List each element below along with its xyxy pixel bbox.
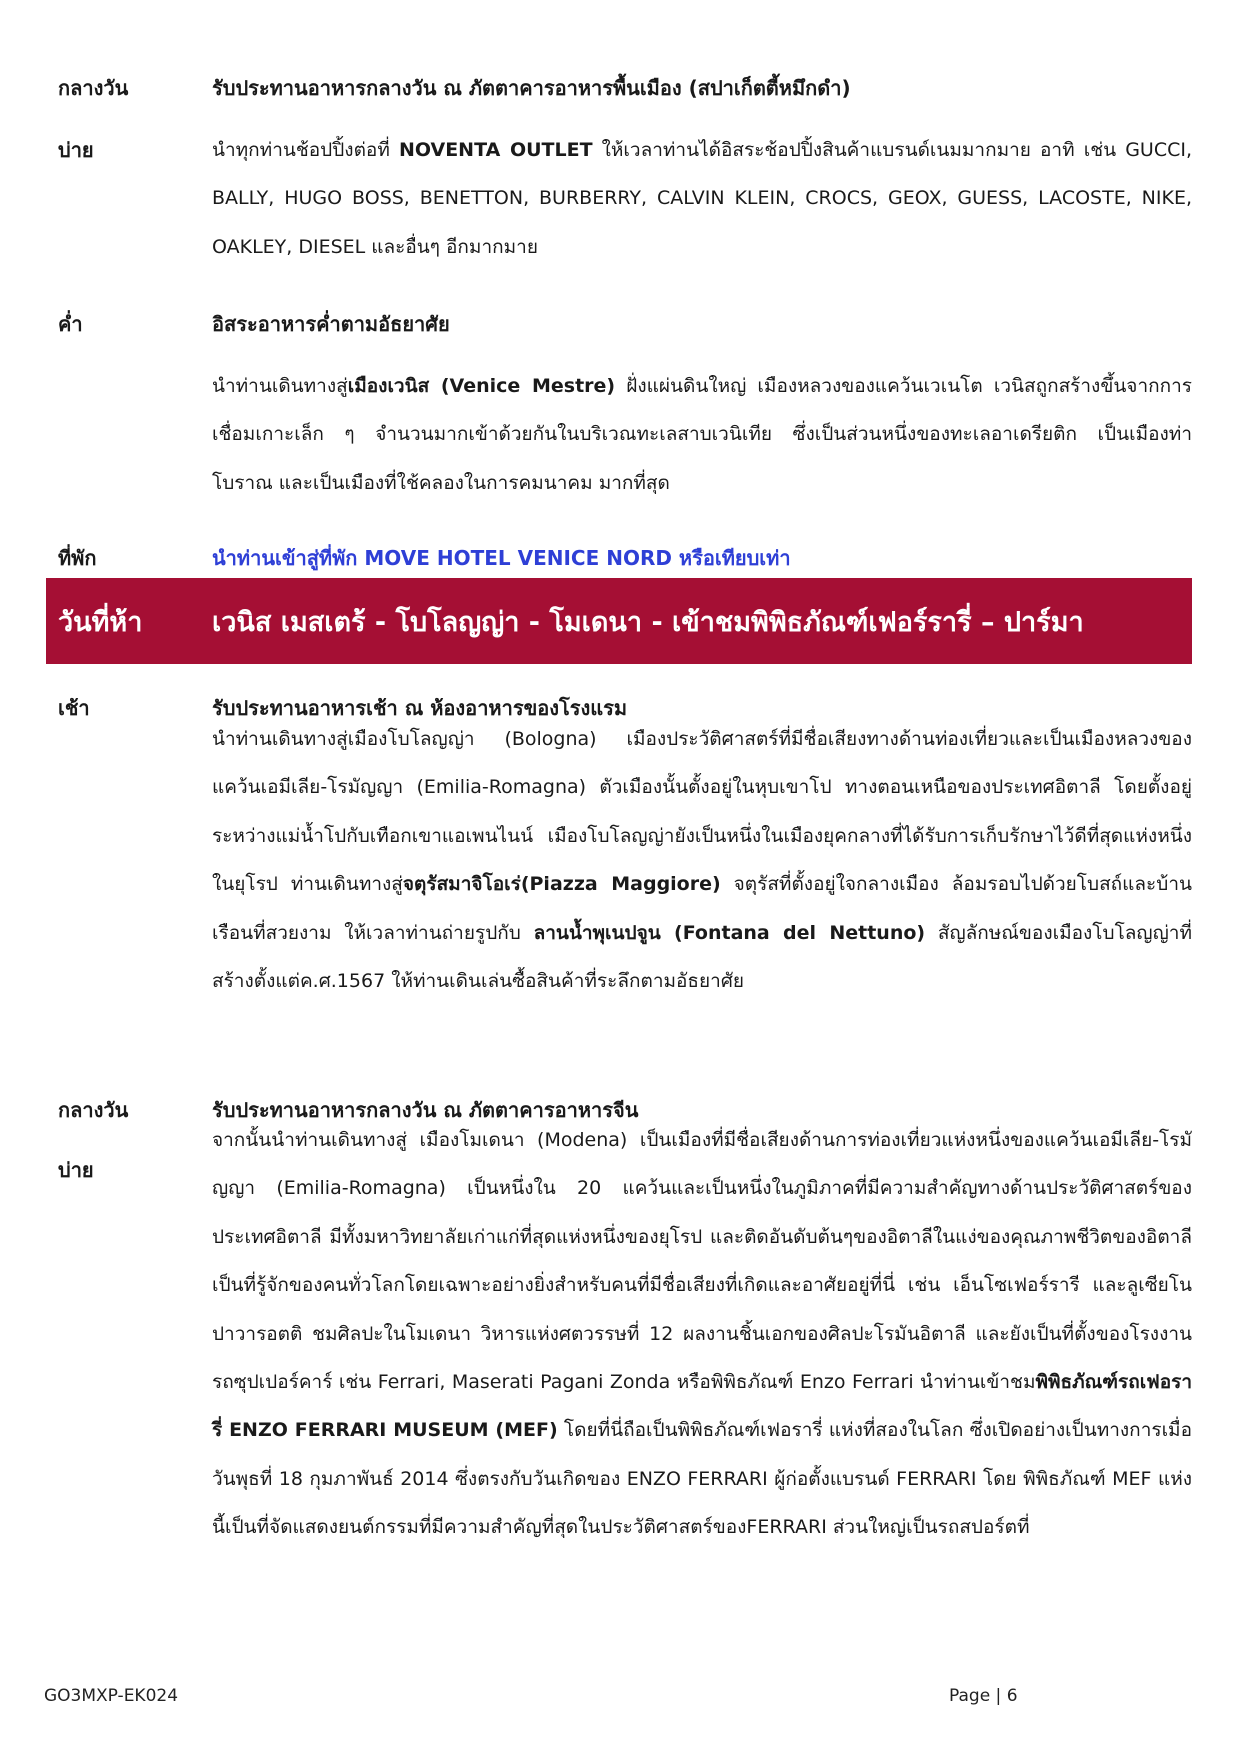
lunch-heading-2: รับประทานอาหารกลางวัน ณ ภัตตาคารอาหารจีน <box>212 1098 639 1122</box>
text-run: ฝั่งแผ่นดินใหญ่ เมืองหลวงของแคว้นเวเนโต เวนิสถูกสร้างขึ้นจากการเชื่อมเกาะเล็ก ๆ จำนวนมากเข้าด้วยกันในบริเวณทะเลสาบเวนิเทีย ซึ่งเป็นส่วนหนึ่งของทะเลอาเดรียติก เป็นเมืองท่าโบราณ และเป็นเมืองที่ใช้คลองในการคมนาคม มากที่สุด <box>212 375 1192 494</box>
banner-title: เวนิส เมสเตร้ - โบโลญญ่า - โมเดนา - เข้าชมพิพิธภัณฑ์เฟอร์รารี่ – ปาร์มา <box>212 606 1084 638</box>
text-run: จากนั้นนำท่านเดินทางสู่ เมืองโมเดนา (Modena) เป็นเมืองที่มีชื่อเสียงด้านการท่องเที่ยวแห่งหนึ่งของแคว้นเอมีเลีย-โรมัญญา (Emilia-Romagna) เป็นหนึ่งใน 20 แคว้นและเป็นหนึ่งในภูมิภาคที่มีความสำคัญทางด้านประวัติศาสตร์ของประเทศอิตาลี มีทั้งมหาวิทยาลัยเก่าแก่ที่สุดแห่งหนึ่งของยุโรป และติดอันดับต้นๆของอิตาลีในแง่ของคุณภาพชีวิตของอิตาลี เป็นที่รู้จักของคนทั่วโลกโดยเฉพาะอย่างยิ่งสำหรับคนที่มีชื่อเสียงที่เกิดและอาศัยอยู่ที่นี่ เช่น เอ็นโซเฟอร์รารี และลูเซียโน ปาวารอตติ ชมศิลปะในโมเดนา วิหารแห่งศตวรรษที่ 12 ผลงานชิ้นเอกของศิลปะโรมันอิตาลี และยังเป็นที่ตั้งของโรงงานรถซุปเปอร์คาร์ เช่น Ferrari, Maserati Pagani Zonda หรือพิพิธภัณฑ์ Enzo Ferrari นำท่านเข้าชม <box>212 1129 1192 1394</box>
dinner-heading-1: อิสระอาหารค่ำตามอัธยาศัย <box>212 312 450 336</box>
label-dinner-1: ค่ำ <box>58 312 83 336</box>
text-run: ให้เวลาท่านได้อิสระช้อปปิ้งสินค้าแบรนด์เนมมากมาย อาทิ เช่น GUCCI, BALLY, HUGO BOSS, BENETTON, BURBERRY, CALVIN KLEIN, CROCS, GEOX, GUESS, LACOSTE, NIKE, OAKLEY, DIESEL และอื่นๆ อีกมากมาย <box>212 139 1192 258</box>
day-banner <box>46 578 1192 664</box>
label-afternoon-2: บ่าย <box>58 1158 94 1182</box>
bold-phrase: จตุรัสมาจิโอเร่(Piazza Maggiore) <box>402 873 721 896</box>
bold-phrase: พิพิธภัณฑ์รถเฟอรารี่ ENZO FERRARI MUSEUM (MEF) <box>212 1371 1192 1442</box>
page-number: Page | 6 <box>949 1686 1018 1706</box>
label-afternoon-1: บ่าย <box>58 138 94 162</box>
lunch-heading-1: รับประทานอาหารกลางวัน ณ ภัตตาคารอาหารพื้นเมือง (สปาเก็ตตี้หมึกดำ) <box>212 76 851 100</box>
text-run: โดยที่นี่ถือเป็นพิพิธภัณฑ์เฟอรารี่ แห่งที่สองในโลก ซึ่งเปิดอย่างเป็นทางการเมื่อวันพุธที่ 18 กุมภาพันธ์ 2014 ซึ่งตรงกับวันเกิดของ ENZO FERRARI ผู้ก่อตั้งแบรนด์ FERRARI โดย พิพิธภัณฑ์ MEF แห่งนี้เป็นที่จัดแสดงยนต์กรรมที่มีความสำคัญที่สุดในประวัติศาสตร์ของFERRARI ส่วนใหญ่เป็นรถสปอร์ตที่ <box>212 1419 1192 1539</box>
afternoon-paragraph-2 <box>212 1116 1192 1552</box>
doc-code: GO3MXP-EK024 <box>44 1686 179 1706</box>
morning-paragraph <box>212 715 1192 1005</box>
bold-phrase: ลานน้ำพุเนปจูน (Fontana del Nettuno) <box>533 921 926 944</box>
text-run: นำท่านเดินทางสู่เมืองโบโลญญ่า (Bologna) เมืองประวัติศาสตร์ที่มีชื่อเสียงทางด้านท่องเที่ยวและเป็นเมืองหลวงของแคว้นเอมีเลีย-โรมัญญา (Emilia-Romagna) ตัวเมืองนั้นตั้งอยู่ในหุบเขาโป ทางตอนเหนือของประเทศอิตาลี โดยตั้งอยู่ระหว่างแม่น้ำโปกับเทือกเขาแอเพนไนน์ เมืองโบโลญญ่ายังเป็นหนึ่งในเมืองยุคกลางที่ได้รับการเก็บรักษาไว้ดีที่สุดแห่งหนึ่งในยุโรป ท่านเดินทางสู่ <box>212 728 1192 896</box>
banner-day-label: วันที่ห้า <box>58 606 143 638</box>
text-run: สัญลักษณ์ของเมืองโบโลญญ่าที่สร้างตั้งแต่ค.ศ.1567 ให้ท่านเดินเล่นซื้อสินค้าที่ระลึกตามอัธยาศัย <box>212 921 1192 993</box>
afternoon-paragraph-1 <box>212 126 1192 271</box>
bold-phrase: เมืองเวนิส (Venice Mestre) <box>347 375 616 397</box>
breakfast-heading: รับประทานอาหารเช้า ณ ห้องอาหารของโรงแรม <box>212 696 628 720</box>
label-lunch-2: กลางวัน <box>58 1098 129 1122</box>
text-run: นำท่านเดินทางสู่ <box>212 375 348 397</box>
evening-paragraph-1 <box>212 362 1192 507</box>
text-run: นำทุกท่านช้อปปิ้งต่อที่ <box>212 139 399 161</box>
text-run: จตุรัสที่ตั้งอยู่ใจกลางเมือง ล้อมรอบไปด้วยโบสถ์และบ้านเรือนที่สวยงาม ให้เวลาท่านถ่ายรูปกับ <box>212 873 1192 944</box>
label-morning: เช้า <box>58 696 90 720</box>
label-lunch-1: กลางวัน <box>58 76 129 100</box>
hotel-text: นำท่านเข้าสู่ที่พัก MOVE HOTEL VENICE NORD หรือเทียบเท่า <box>212 546 791 570</box>
label-hotel: ที่พัก <box>58 546 97 570</box>
bold-phrase: NOVENTA OUTLET <box>398 139 593 161</box>
